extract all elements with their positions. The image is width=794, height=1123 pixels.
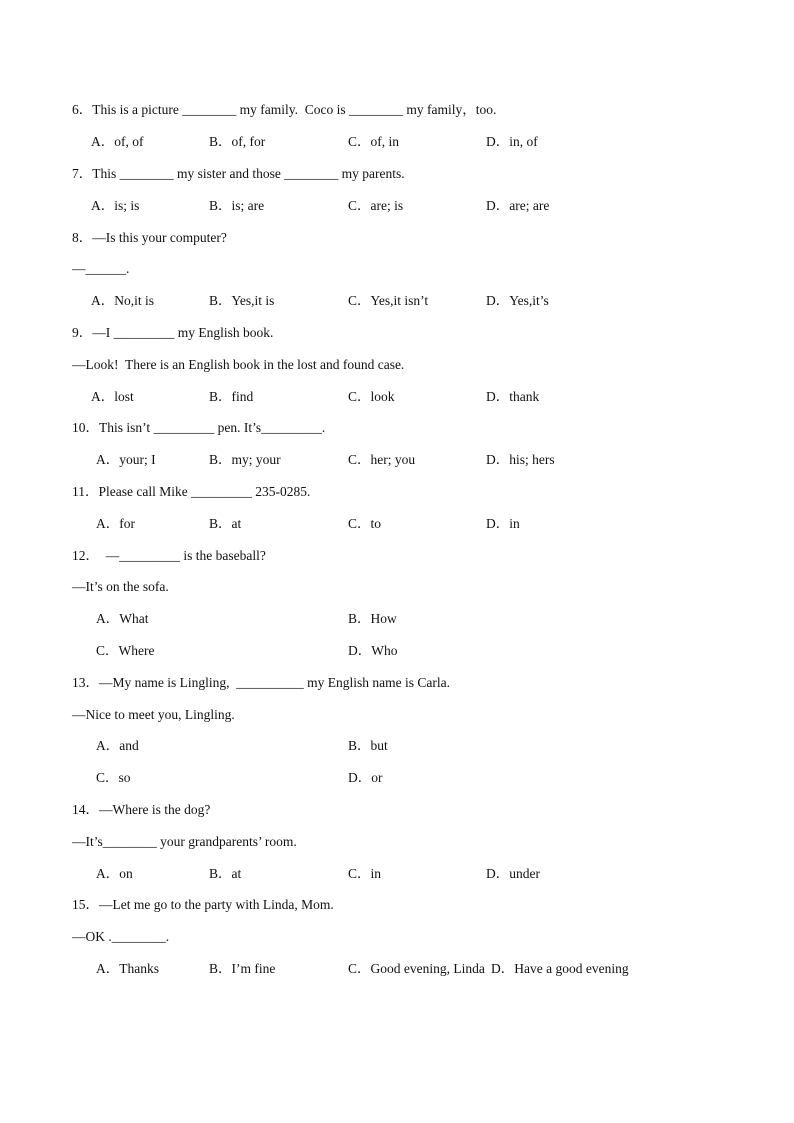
question-15-stem: 15．—Let me go to the party with Linda, Mom.: [72, 897, 334, 912]
question-11-stem: 11．Please call Mike _________ 235-0285.: [72, 484, 311, 499]
question-13-option-c: C．so: [96, 770, 131, 785]
question-15-option-c: C．Good evening, Linda: [348, 961, 485, 976]
question-14-stem: 14．—Where is the dog?: [72, 802, 211, 817]
question-8-reply: —______.: [72, 261, 130, 276]
question-9-option-c: C．look: [348, 389, 395, 404]
question-10-stem: 10．This isn’t _________ pen. It’s_________.: [72, 420, 326, 435]
question-12-option-a: A．What: [96, 611, 149, 626]
question-8-option-d: D．Yes,it’s: [486, 293, 549, 308]
question-11-option-a: A．for: [96, 516, 135, 531]
question-8-option-a: A．No,it is: [91, 293, 155, 308]
question-10-option-c: C．her; you: [348, 452, 416, 467]
question-6-option-b: B．of, for: [209, 134, 266, 149]
question-7-stem: 7．This ________ my sister and those ________ my parents.: [72, 166, 405, 181]
question-15-option-d: D．Have a good evening: [491, 961, 629, 976]
question-7-option-a: A．is; is: [91, 198, 140, 213]
question-11-option-d: D．in: [486, 516, 520, 531]
question-12-option-d: D．Who: [348, 643, 398, 658]
question-12-option-b: B．How: [348, 611, 397, 626]
question-15-option-a: A．Thanks: [96, 961, 159, 976]
question-8-stem: 8．—Is this your computer?: [72, 230, 227, 245]
question-10-option-a: A．your; I: [96, 452, 156, 467]
question-14-option-b: B．at: [209, 866, 242, 881]
question-14-option-d: D．under: [486, 866, 540, 881]
question-12-stem: 12． —_________ is the baseball?: [72, 548, 266, 563]
question-15-option-b: B．I’m fine: [209, 961, 276, 976]
question-10-option-b: B．my; your: [209, 452, 281, 467]
question-12-option-c: C．Where: [96, 643, 155, 658]
question-11-option-c: C．to: [348, 516, 382, 531]
question-6-option-c: C．of, in: [348, 134, 400, 149]
question-9-option-d: D．thank: [486, 389, 540, 404]
question-9-reply: —Look! There is an English book in the lost and found case.: [72, 357, 405, 372]
question-9-option-a: A．lost: [91, 389, 134, 404]
question-13-option-d: D．or: [348, 770, 383, 785]
question-15-reply: —OK .________.: [72, 929, 170, 944]
question-9-option-b: B．find: [209, 389, 254, 404]
question-14-reply: —It’s________ your grandparents’ room.: [72, 834, 297, 849]
question-10-option-d: D．his; hers: [486, 452, 555, 467]
question-14-option-c: C．in: [348, 866, 382, 881]
question-13-option-b: B．but: [348, 738, 388, 753]
question-14-option-a: A．on: [96, 866, 133, 881]
question-6-option-a: A．of, of: [91, 134, 144, 149]
question-6-option-d: D．in, of: [486, 134, 538, 149]
question-8-option-b: B．Yes,it is: [209, 293, 275, 308]
question-13-reply: —Nice to meet you, Lingling.: [72, 707, 235, 722]
question-7-option-b: B．is; are: [209, 198, 265, 213]
question-12-reply: —It’s on the sofa.: [72, 579, 169, 594]
question-9-stem: 9．—I _________ my English book.: [72, 325, 274, 340]
question-11-option-b: B．at: [209, 516, 242, 531]
question-13-option-a: A．and: [96, 738, 139, 753]
question-7-option-c: C．are; is: [348, 198, 404, 213]
question-8-option-c: C．Yes,it isn’t: [348, 293, 429, 308]
question-13-stem: 13．—My name is Lingling, __________ my English name is Carla.: [72, 675, 450, 690]
question-7-option-d: D．are; are: [486, 198, 550, 213]
question-6-stem: 6．This is a picture ________ my family. Coco is ________ my family，too.: [72, 102, 497, 117]
